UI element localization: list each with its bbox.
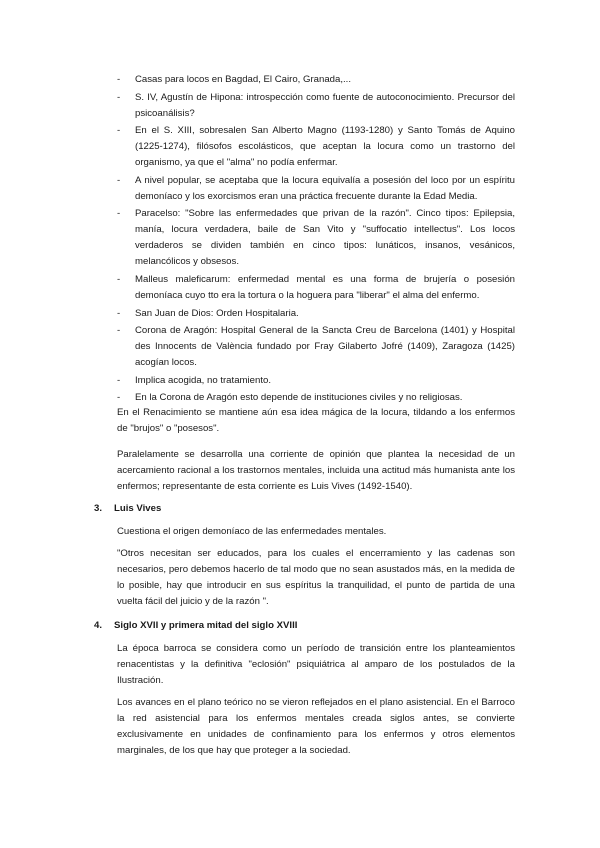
list-item — [117, 206, 515, 270]
bullet-text: En la Corona de Aragón esto depende de instituciones civiles y no religiosas. — [135, 392, 463, 404]
section-title: Luis Vives — [114, 503, 162, 514]
bullet-dash: - — [117, 325, 121, 337]
section-heading — [94, 618, 297, 634]
bullet-dash: - — [117, 91, 121, 103]
section-title: Siglo XVII y primera mitad del siglo XVIII — [114, 620, 298, 631]
renacimiento-paragraph-2: Paralelamente se desarrolla una corriente de opinión que plantea la necesidad de un acercamiento racional a los trastornos mentales, incluida una actitud más humanista ante los enfermos; representante de esta corriente es Luis Vives (1492-1540). — [117, 449, 515, 492]
bullet-dash: - — [117, 374, 121, 386]
renacimiento-paragraph-1: En el Renacimiento se mantiene aún esa idea mágica de la locura, tildando a los enfermos de "brujos" o "posesos". — [117, 407, 515, 434]
list-item — [117, 306, 515, 322]
bullet-text: Casas para locos en Bagdad, El Cairo, Granada,... — [135, 74, 351, 85]
list-item — [117, 72, 515, 88]
section-number: 3. — [94, 503, 103, 514]
list-item — [117, 373, 515, 389]
bullet-text: S. IV, Agustín de Hipona: introspección como fuente de autoconocimiento. Precursor del psicoanálisis? — [135, 91, 515, 119]
section-heading — [94, 501, 161, 517]
list-item — [117, 173, 515, 205]
bullet-dash: - — [117, 125, 121, 137]
section4-paragraph-1: La época barroca se considera como un período de transición entre los planteamientos renacentistas y la definitiva "eclosión" psiquiátrica al amparo de los postulados de la Ilustración. — [117, 643, 515, 686]
bullet-text: Malleus maleficarum: enfermedad mental es una forma de brujería o posesión demoníaca cuyo tto era la tortura o la hoguera para "liberar" el alma del enfermo. — [135, 273, 515, 301]
bullet-text: San Juan de Dios: Orden Hospitalaria. — [135, 307, 299, 319]
section3-paragraph-1: Cuestiona el origen demoníaco de las enfermedades mentales. — [117, 526, 387, 537]
bullet-text: Paracelso: "Sobre las enfermedades que privan de la razón". Cinco tipos: Epilepsia, manía, locura verdadera, baile de San Vito y "suffocatio intellectus". Los locos verdaderos se dividen también en cinco tipos: lunáticos, insanos, vesánicos, melancólicos y obsesos. — [135, 208, 515, 268]
list-item — [117, 90, 515, 122]
bullet-text: A nivel popular, se aceptaba que la locura equivalía a posesión del loco por un espíritu demoníaco y los exorcismos eran una práctica frecuente durante la Edad Media. — [135, 174, 515, 202]
list-item — [117, 272, 515, 304]
bullet-dash: - — [117, 208, 121, 220]
bullet-dash: - — [117, 307, 121, 319]
bullet-dash: - — [117, 392, 121, 404]
list-item — [117, 390, 515, 406]
bullet-dash: - — [117, 74, 121, 85]
section-number: 4. — [94, 620, 103, 631]
bullet-list — [117, 72, 515, 408]
section4-paragraph-2: Los avances en el plano teórico no se vieron reflejados en el plano asistencial. En el Barroco la red asistencial para los enfermos mentales creada siglos antes, se convierte exclusivamente en unidades de confinamiento para los enfermos y otros elementos marginales, de los que hay que proteger a la sociedad. — [117, 697, 515, 756]
bullet-text: Corona de Aragón: Hospital General de la Sancta Creu de Barcelona (1401) y Hospital des Innocents de València fundado por Fray Gilaberto Jofré (1409), Zaragoza (1425) acogían locos. — [135, 325, 515, 369]
list-item — [117, 323, 515, 371]
section3-quote: "Otros necesitan ser educados, para los cuales el encerramiento y las cadenas son necesarios, pero debemos hacerlo de tal modo que no sean asustados más, en la medida de lo posible, hay que introducir en sus espíritus la tranquilidad, el punto de partida de una vuelta fácil del juicio y de la razón ". — [117, 548, 515, 607]
bullet-text: Implica acogida, no tratamiento. — [135, 374, 271, 386]
list-item — [117, 123, 515, 171]
bullet-dash: - — [117, 273, 121, 285]
bullet-dash: - — [117, 174, 121, 186]
bullet-text: En el S. XIII, sobresalen San Alberto Magno (1193-1280) y Santo Tomás de Aquino (1225-1274), filósofos escolásticos, que aceptan la locura como un trastorno del organismo, ya que el "alma" no podía enfermar. — [135, 125, 515, 169]
